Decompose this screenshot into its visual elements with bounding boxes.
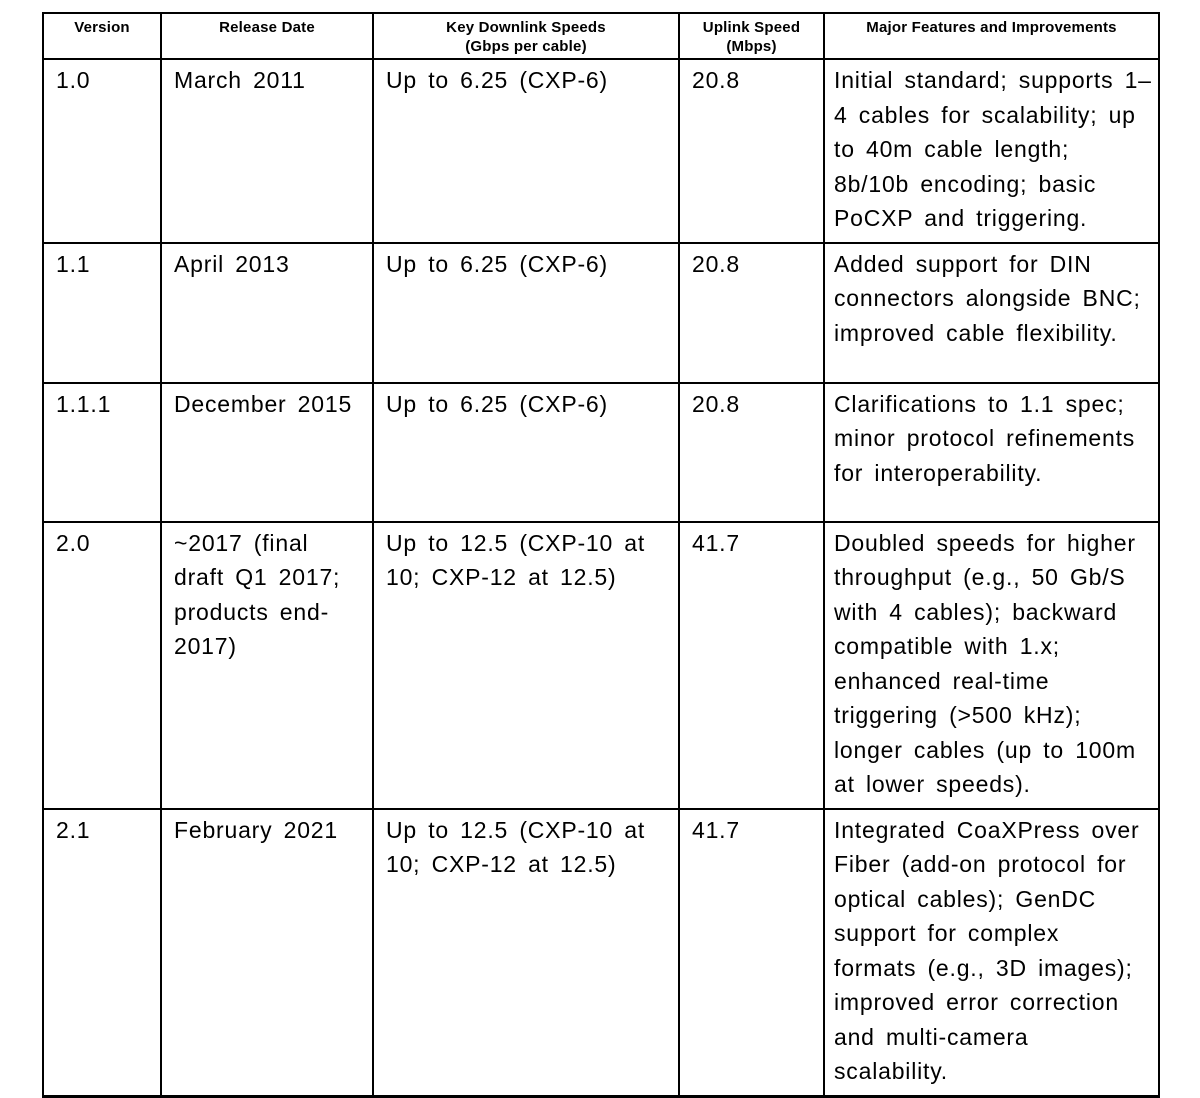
features-cell: Clarifications to 1.1 spec; minor protocol refinements for interoperability. [824,383,1159,522]
features-cell: Doubled speeds for higher throughput (e.g., 50 Gb/S with 4 cables); backward compatible with 1.x; enhanced real-time triggering (>500 kHz); longer cables (up to 100m at lower speeds). [824,522,1159,809]
col-header-sublabel: (Gbps per cable) [465,38,587,55]
uplink-cell: 41.7 [679,809,824,1097]
features-cell: Initial standard; supports 1–4 cables for scalability; up to 40m cable length; 8b/10b encoding; basic PoCXP and triggering. [824,59,1159,243]
header-row [43,13,1159,59]
col-header-release-date [161,13,373,59]
version-cell: 1.1.1 [43,383,161,522]
col-header-label: Uplink Speed [702,19,801,36]
downlink-cell: Up to 12.5 (CXP-10 at 10; CXP-12 at 12.5) [373,522,679,809]
coaxpress-version-table [42,12,1160,1098]
col-header-downlink-speeds [373,13,679,59]
version-cell: 2.0 [43,522,161,809]
table-row-v1-1-1 [43,383,1159,522]
table-row-v1-1 [43,243,1159,383]
release-date-cell: March 2011 [161,59,373,243]
uplink-cell: 20.8 [679,59,824,243]
col-header-label: Key Downlink Speeds [446,19,606,36]
features-cell: Integrated CoaXPress over Fiber (add-on protocol for optical cables); GenDC support for complex formats (e.g., 3D images); improved error correction and multi-camera scalability. [824,809,1159,1097]
release-date-cell: April 2013 [161,243,373,383]
col-header-label: Release Date [219,19,315,36]
col-header-label: Major Features and Improvements [866,19,1117,36]
release-date-cell: ~2017 (final draft Q1 2017; products end-2017) [161,522,373,809]
release-date-cell: December 2015 [161,383,373,522]
col-header-version [43,13,161,59]
uplink-cell: 41.7 [679,522,824,809]
downlink-cell: Up to 6.25 (CXP-6) [373,59,679,243]
col-header-sublabel: (Mbps) [726,38,777,55]
table-header [43,13,1159,59]
col-header-major-features [824,13,1159,59]
release-date-cell: February 2021 [161,809,373,1097]
version-cell: 1.1 [43,243,161,383]
version-cell: 1.0 [43,59,161,243]
uplink-cell: 20.8 [679,243,824,383]
uplink-cell: 20.8 [679,383,824,522]
col-header-uplink-speed [679,13,824,59]
table-body [43,59,1159,1096]
table-row-v2-0 [43,522,1159,809]
version-cell: 2.1 [43,809,161,1097]
downlink-cell: Up to 6.25 (CXP-6) [373,243,679,383]
table-row-v1-0 [43,59,1159,243]
downlink-cell: Up to 12.5 (CXP-10 at 10; CXP-12 at 12.5) [373,809,679,1097]
downlink-cell: Up to 6.25 (CXP-6) [373,383,679,522]
col-header-label: Version [74,19,130,36]
table-row-v2-1 [43,809,1159,1097]
features-cell: Added support for DIN connectors alongside BNC; improved cable flexibility. [824,243,1159,383]
